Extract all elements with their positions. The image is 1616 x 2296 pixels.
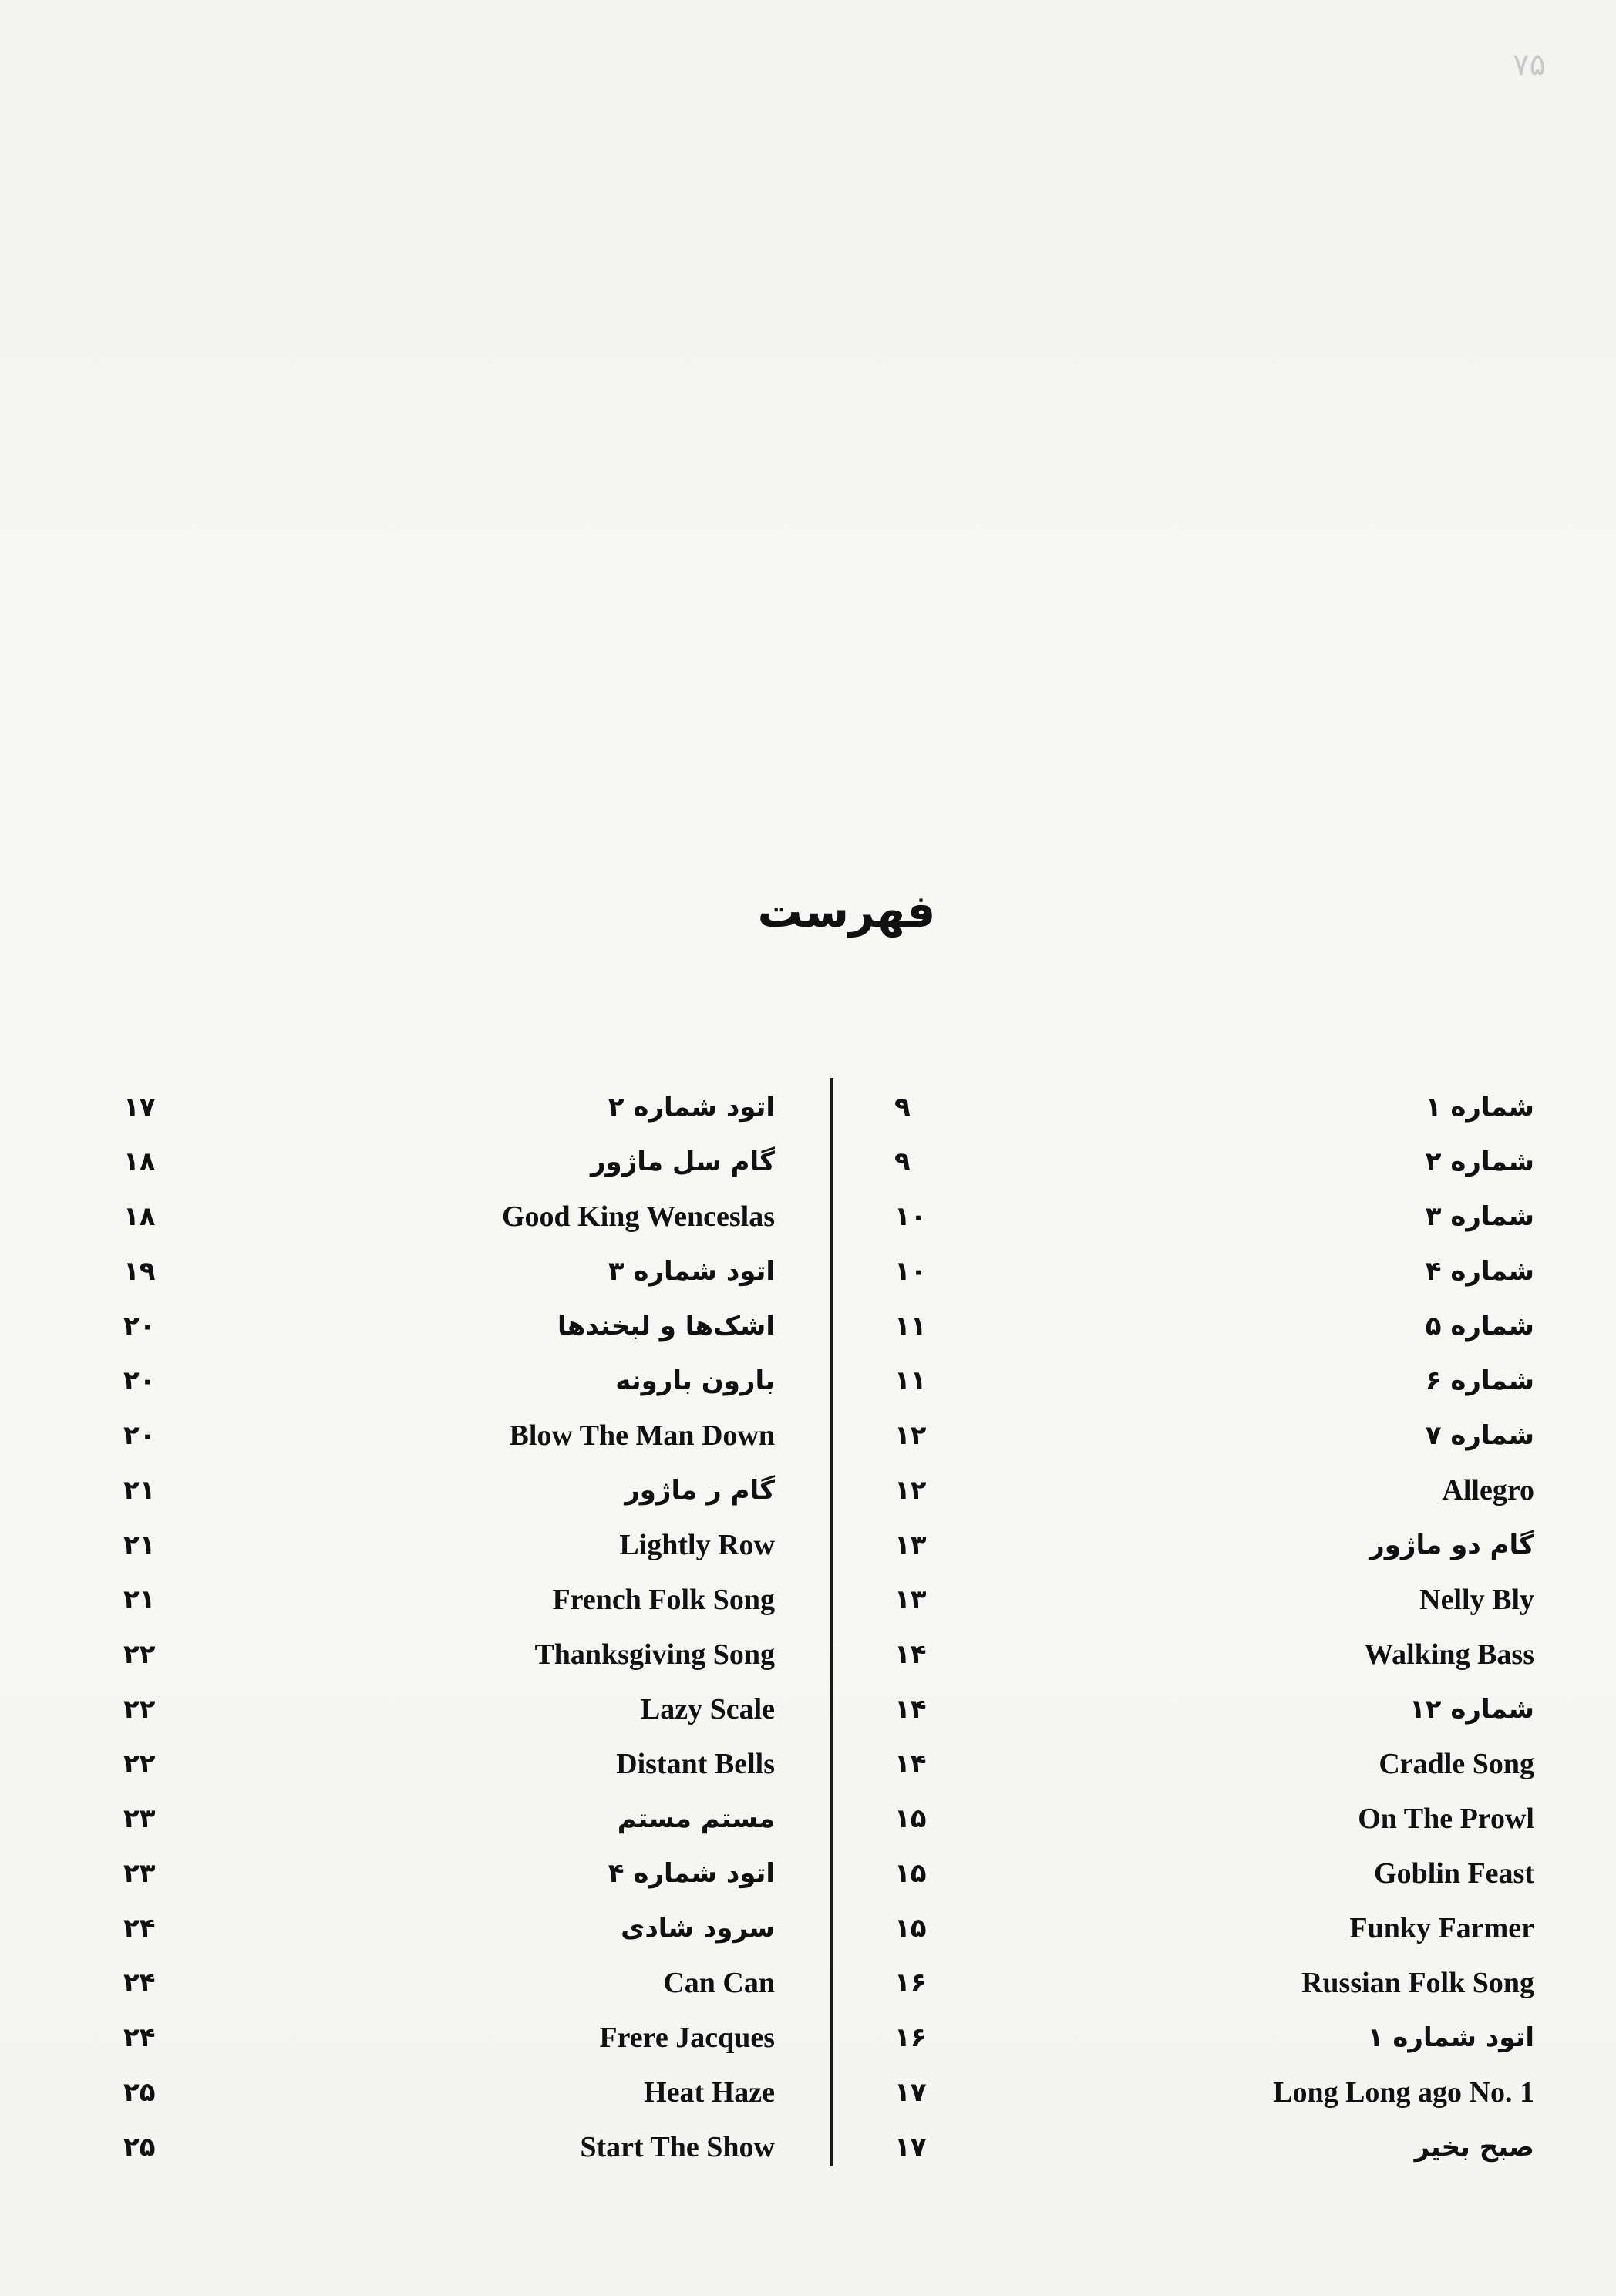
entry-title: French Folk Song xyxy=(552,1583,775,1616)
entry-page: ۱۳ xyxy=(894,1529,927,1560)
entry-title: Can Can xyxy=(663,1966,775,1999)
entry-title: Blow The Man Down xyxy=(509,1419,775,1452)
entry-title: شماره ۱ xyxy=(1425,1091,1534,1123)
page-title: فهرست xyxy=(757,885,936,938)
toc-entry xyxy=(894,1900,1534,1955)
toc-entry xyxy=(123,1791,775,1846)
entry-title: گام دو ماژور xyxy=(1369,1529,1534,1560)
entry-title: گام سل ماژور xyxy=(590,1146,775,1177)
entry-title: شماره ۱۲ xyxy=(1409,1693,1534,1725)
entry-title: اتود شماره ۲ xyxy=(608,1091,775,1123)
entry-page: ۹ xyxy=(894,1091,911,1123)
entry-title: Long Long ago No. 1 xyxy=(1273,2075,1534,2109)
column-divider xyxy=(830,1078,833,2166)
entry-title: Thanksgiving Song xyxy=(534,1638,775,1671)
entry-page: ۲۴ xyxy=(123,2022,156,2053)
entry-title: شماره ۵ xyxy=(1425,1310,1534,1342)
toc-entry xyxy=(123,1408,775,1463)
entry-title: شماره ۴ xyxy=(1425,1255,1534,1287)
entry-title: شماره ۲ xyxy=(1425,1146,1534,1177)
toc-entry xyxy=(894,1189,1534,1244)
toc-entry xyxy=(123,1736,775,1791)
entry-page: ۲۳ xyxy=(123,1803,156,1834)
entry-title: سرود شادی xyxy=(621,1912,775,1944)
entry-title: اتود شماره ۴ xyxy=(608,1857,775,1889)
entry-page: ۱۹ xyxy=(123,1255,156,1287)
entry-title: Nelly Bly xyxy=(1419,1583,1534,1616)
entry-page: ۲۱ xyxy=(123,1529,156,1560)
entry-title: Walking Bass xyxy=(1364,1638,1534,1671)
entry-title: Cradle Song xyxy=(1379,1747,1534,1780)
entry-title: Lightly Row xyxy=(619,1528,775,1561)
entry-title: Heat Haze xyxy=(644,2075,775,2109)
toc-right-column xyxy=(894,1079,1534,2174)
toc-entry xyxy=(123,2065,775,2119)
toc-entry xyxy=(894,1134,1534,1189)
entry-page: ۱۷ xyxy=(894,2076,927,2108)
entry-title: بارون بارونه xyxy=(615,1365,775,1396)
toc-entry xyxy=(894,1353,1534,1408)
toc-entry xyxy=(894,1517,1534,1572)
entry-page: ۱۰ xyxy=(894,1200,927,1232)
toc-entry xyxy=(894,1079,1534,1134)
toc-entry xyxy=(123,1244,775,1298)
entry-page: ۲۰ xyxy=(123,1419,156,1451)
toc-entry xyxy=(123,2010,775,2065)
entry-page: ۱۵ xyxy=(894,1857,927,1889)
toc-entry xyxy=(123,1298,775,1353)
toc-entry xyxy=(894,1791,1534,1846)
toc-entry xyxy=(894,1463,1534,1517)
entry-page: ۱۷ xyxy=(894,2131,927,2163)
entry-title: Distant Bells xyxy=(616,1747,775,1780)
entry-page: ۲۱ xyxy=(123,1584,156,1615)
toc-entry xyxy=(123,1134,775,1189)
toc-entry xyxy=(123,2119,775,2174)
entry-title: شماره ۷ xyxy=(1425,1419,1534,1451)
entry-page: ۲۲ xyxy=(123,1638,156,1670)
toc-entry xyxy=(894,2010,1534,2065)
toc-entry xyxy=(123,1682,775,1736)
entry-page: ۱۲ xyxy=(894,1419,927,1451)
toc-entry xyxy=(123,1955,775,2010)
entry-title: Russian Folk Song xyxy=(1301,1966,1534,1999)
toc-entry xyxy=(894,1244,1534,1298)
entry-page: ۱۰ xyxy=(894,1255,927,1287)
entry-page: ۱۳ xyxy=(894,1584,927,1615)
entry-title: On The Prowl xyxy=(1358,1802,1534,1835)
entry-title: Funky Farmer xyxy=(1349,1911,1534,1944)
entry-page: ۱۵ xyxy=(894,1803,927,1834)
entry-title: اشک‌ها و لبخندها xyxy=(557,1310,775,1342)
toc-entry xyxy=(894,1572,1534,1627)
entry-page: ۱۸ xyxy=(123,1200,156,1232)
entry-title: مستم مستم xyxy=(617,1803,775,1834)
entry-page: ۹ xyxy=(894,1146,911,1177)
entry-title: اتود شماره ۱ xyxy=(1367,2022,1534,2053)
entry-title: صبح بخیر xyxy=(1414,2131,1534,2163)
entry-page: ۱۴ xyxy=(894,1748,927,1779)
toc-entry xyxy=(894,2065,1534,2119)
entry-page: ۱۱ xyxy=(894,1365,927,1396)
toc-entry xyxy=(123,1572,775,1627)
entry-title: Goblin Feast xyxy=(1374,1857,1534,1890)
entry-page: ۲۰ xyxy=(123,1310,156,1342)
toc-entry xyxy=(123,1627,775,1682)
entry-page: ۲۲ xyxy=(123,1748,156,1779)
entry-page: ۱۶ xyxy=(894,1967,927,1998)
toc-entry xyxy=(894,1682,1534,1736)
entry-page: ۱۴ xyxy=(894,1693,927,1725)
entry-title: اتود شماره ۳ xyxy=(608,1255,775,1287)
entry-page: ۲۰ xyxy=(123,1365,156,1396)
entry-page: ۲۵ xyxy=(123,2131,156,2163)
toc-entry xyxy=(123,1900,775,1955)
toc-entry xyxy=(894,1627,1534,1682)
toc-entry xyxy=(894,1408,1534,1463)
entry-page: ۲۴ xyxy=(123,1912,156,1944)
entry-page: ۲۱ xyxy=(123,1474,156,1506)
entry-page: ۲۲ xyxy=(123,1693,156,1725)
entry-title: گام ر ماژور xyxy=(625,1474,775,1506)
entry-page: ۱۴ xyxy=(894,1638,927,1670)
toc-entry xyxy=(123,1517,775,1572)
entry-page: ۱۸ xyxy=(123,1146,156,1177)
toc-entry xyxy=(123,1353,775,1408)
toc-entry xyxy=(123,1463,775,1517)
entry-title: شماره ۶ xyxy=(1425,1365,1534,1396)
toc-entry xyxy=(123,1189,775,1244)
entry-title: Good King Wenceslas xyxy=(501,1200,775,1233)
page-number: ۷۵ xyxy=(1513,47,1546,82)
entry-title: Allegro xyxy=(1442,1473,1534,1507)
toc-entry xyxy=(894,1298,1534,1353)
entry-title: Lazy Scale xyxy=(640,1692,775,1725)
toc-entry xyxy=(894,1736,1534,1791)
entry-page: ۱۶ xyxy=(894,2022,927,2053)
toc-entry xyxy=(123,1079,775,1134)
toc-entry xyxy=(894,1955,1534,2010)
entry-page: ۱۵ xyxy=(894,1912,927,1944)
entry-title: Frere Jacques xyxy=(599,2021,775,2054)
entry-title: Start The Show xyxy=(580,2130,775,2163)
entry-page: ۱۲ xyxy=(894,1474,927,1506)
entry-page: ۲۴ xyxy=(123,1967,156,1998)
toc-left-column xyxy=(123,1079,775,2174)
entry-title: شماره ۳ xyxy=(1425,1200,1534,1232)
toc-entry xyxy=(123,1846,775,1900)
entry-page: ۲۵ xyxy=(123,2076,156,2108)
toc-entry xyxy=(894,2119,1534,2174)
entry-page: ۱۱ xyxy=(894,1310,927,1342)
toc-entry xyxy=(894,1846,1534,1900)
entry-page: ۲۳ xyxy=(123,1857,156,1889)
entry-page: ۱۷ xyxy=(123,1091,156,1123)
